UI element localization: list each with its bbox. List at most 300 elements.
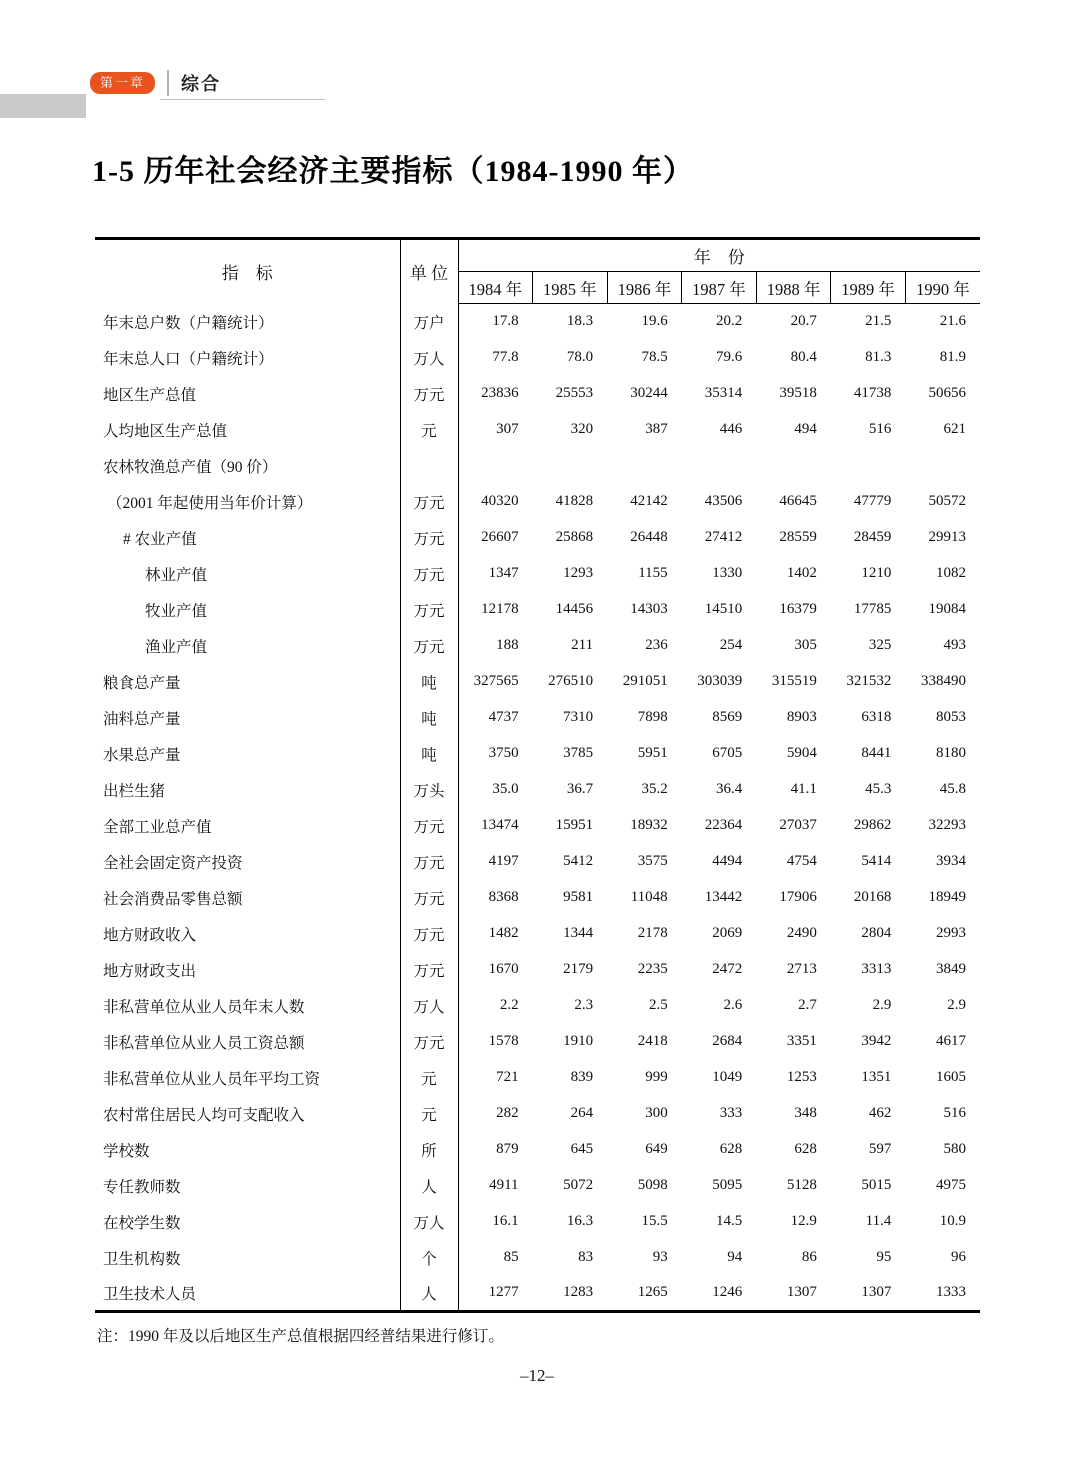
value-cell: 27412 <box>704 529 743 545</box>
table-row <box>95 844 980 880</box>
value-cell: 10.9 <box>939 1213 966 1229</box>
value-cell: 1670 <box>488 961 519 977</box>
table-row <box>95 1168 980 1204</box>
value-cell: 1049 <box>712 1069 743 1085</box>
value-cell: 300 <box>645 1105 668 1121</box>
value-cell: 14.5 <box>716 1213 743 1229</box>
header-unit: 单 位 <box>400 239 458 304</box>
value-cell: 2178 <box>637 925 668 941</box>
value-cell: 78.0 <box>566 349 594 365</box>
value-cell: 1351 <box>861 1069 892 1085</box>
value-cell: 4197 <box>488 853 519 869</box>
value-cell: 2.3 <box>574 997 594 1013</box>
table-wrapper <box>95 237 980 1313</box>
value-cell: 2.6 <box>723 997 743 1013</box>
unit-cell: 万元 <box>400 880 458 916</box>
value-cell: 40320 <box>481 493 519 509</box>
value-cell: 36.4 <box>716 781 743 797</box>
unit-cell <box>400 448 458 484</box>
value-cell: 2179 <box>563 961 594 977</box>
value-cell: 4494 <box>712 853 743 869</box>
value-cell: 254 <box>719 637 743 653</box>
table-row <box>95 1132 980 1168</box>
indicator-cell: 学校数 <box>95 1132 400 1168</box>
value-cell: 16379 <box>779 601 817 617</box>
value-cell: 5072 <box>563 1177 594 1193</box>
unit-cell: 吨 <box>400 700 458 736</box>
value-cell: 1333 <box>936 1284 966 1301</box>
value-cell: 2235 <box>637 961 668 977</box>
value-cell: 628 <box>719 1141 743 1157</box>
indicator-cell: 全社会固定资产投资 <box>95 844 400 880</box>
value-cell: 50572 <box>928 493 966 509</box>
value-cell: 13474 <box>481 817 519 833</box>
value-cell: 43506 <box>704 493 743 509</box>
unit-cell: 万元 <box>400 844 458 880</box>
unit-cell: 万元 <box>400 952 458 988</box>
value-cell: 28559 <box>779 529 817 545</box>
value-cell: 32293 <box>928 817 966 833</box>
value-cell: 5095 <box>712 1177 743 1193</box>
value-cell: 1910 <box>563 1033 594 1049</box>
value-cell: 1246 <box>712 1284 743 1301</box>
indicator-cell: 年末总人口（户籍统计） <box>95 340 400 376</box>
value-cell: 85 <box>503 1249 519 1265</box>
value-cell: 26448 <box>630 529 668 545</box>
chapter-badge: 第一章 <box>90 72 155 94</box>
value-cell: 516 <box>868 421 892 437</box>
indicator-cell: 非私营单位从业人员工资总额 <box>95 1024 400 1060</box>
value-cell: 4911 <box>489 1177 519 1193</box>
unit-cell: 人 <box>400 1168 458 1204</box>
value-cell: 8053 <box>936 709 966 725</box>
value-cell: 45.8 <box>939 781 966 797</box>
table-row <box>95 484 980 520</box>
indicator-cell: 林业产值 <box>95 556 400 592</box>
value-cell: 8180 <box>936 745 966 761</box>
value-cell <box>533 448 608 484</box>
table-header <box>95 239 980 304</box>
table-body <box>95 304 980 1312</box>
value-cell: 18932 <box>630 817 668 833</box>
value-cell: 462 <box>868 1105 892 1121</box>
value-cell: 8441 <box>861 745 892 761</box>
value-cell: 86 <box>801 1249 817 1265</box>
value-cell: 12178 <box>481 601 519 617</box>
value-cell: 5414 <box>861 853 892 869</box>
unit-cell: 万元 <box>400 484 458 520</box>
value-cell: 2.7 <box>798 997 817 1013</box>
value-cell: 11048 <box>630 889 668 905</box>
value-cell: 1330 <box>712 565 743 581</box>
value-cell: 4737 <box>488 709 519 725</box>
indicator-cell: 出栏生猪 <box>95 772 400 808</box>
table-row <box>95 628 980 664</box>
indicator-cell: 非私营单位从业人员年平均工资 <box>95 1060 400 1096</box>
table-row <box>95 700 980 736</box>
value-cell: 9581 <box>563 889 594 905</box>
indicator-cell: 卫生机构数 <box>95 1240 400 1276</box>
value-cell: 2490 <box>786 925 817 941</box>
value-cell: 7898 <box>637 709 668 725</box>
value-cell: 839 <box>570 1069 594 1085</box>
value-cell: 29913 <box>928 529 966 545</box>
page-number: –12– <box>520 1366 554 1385</box>
value-cell: 1578 <box>488 1033 519 1049</box>
value-cell: 13442 <box>704 889 743 905</box>
value-cell <box>831 448 906 484</box>
indicator-cell: 渔业产值 <box>95 628 400 664</box>
value-cell: 14303 <box>630 601 668 617</box>
unit-cell: 万人 <box>400 340 458 376</box>
value-cell: 50656 <box>928 385 966 401</box>
value-cell: 41828 <box>555 493 594 509</box>
unit-cell: 万头 <box>400 772 458 808</box>
value-cell: 17906 <box>779 889 817 905</box>
value-cell: 1344 <box>563 925 594 941</box>
value-cell: 338490 <box>921 673 966 689</box>
value-cell: 3934 <box>936 853 966 869</box>
unit-cell: 吨 <box>400 664 458 700</box>
value-cell: 1293 <box>563 565 594 581</box>
table-row <box>95 1096 980 1132</box>
value-cell: 1155 <box>638 565 668 581</box>
header-year-1986: 1986 年 <box>607 272 682 304</box>
value-cell: 5951 <box>637 745 668 761</box>
unit-cell: 万元 <box>400 592 458 628</box>
table-row <box>95 988 980 1024</box>
value-cell: 188 <box>496 637 519 653</box>
value-cell: 1307 <box>786 1284 817 1301</box>
value-cell: 5098 <box>637 1177 668 1193</box>
unit-cell: 万人 <box>400 1204 458 1240</box>
indicator-cell: 在校学生数 <box>95 1204 400 1240</box>
value-cell: 21.6 <box>939 313 966 330</box>
value-cell: 305 <box>794 637 817 653</box>
table-row <box>95 736 980 772</box>
value-cell: 211 <box>571 637 594 653</box>
value-cell: 19.6 <box>641 313 668 330</box>
table-row <box>95 376 980 412</box>
indicator-cell: 全部工业总产值 <box>95 808 400 844</box>
value-cell: 96 <box>951 1249 966 1265</box>
header-year-1988: 1988 年 <box>756 272 831 304</box>
value-cell: 41738 <box>853 385 892 401</box>
value-cell: 78.5 <box>641 349 668 365</box>
unit-cell: 万元 <box>400 628 458 664</box>
value-cell: 5412 <box>563 853 594 869</box>
value-cell: 41.1 <box>790 781 817 797</box>
value-cell: 3849 <box>936 961 966 977</box>
value-cell: 493 <box>943 637 966 653</box>
indicator-cell: 地区生产总值 <box>95 376 400 412</box>
value-cell: 22364 <box>704 817 743 833</box>
indicator-cell: 农村常住居民人均可支配收入 <box>95 1096 400 1132</box>
value-cell: 1210 <box>861 565 892 581</box>
unit-cell: 个 <box>400 1240 458 1276</box>
value-cell: 18.3 <box>566 313 594 330</box>
value-cell: 1253 <box>786 1069 817 1085</box>
value-cell: 17.8 <box>492 313 519 330</box>
value-cell: 26607 <box>481 529 519 545</box>
value-cell: 5904 <box>786 745 817 761</box>
chapter-title: 综合 <box>167 70 221 96</box>
value-cell: 2.2 <box>499 997 519 1013</box>
unit-cell: 元 <box>400 412 458 448</box>
header-year-1990: 1990 年 <box>905 272 980 304</box>
table-row <box>95 772 980 808</box>
indicator-cell: 专任教师数 <box>95 1168 400 1204</box>
value-cell: 2.9 <box>947 997 966 1013</box>
unit-cell: 万人 <box>400 988 458 1024</box>
value-cell: 282 <box>496 1105 519 1121</box>
value-cell: 999 <box>645 1069 668 1085</box>
value-cell: 15951 <box>555 817 594 833</box>
value-cell: 1482 <box>488 925 519 941</box>
value-cell: 236 <box>645 637 668 653</box>
value-cell: 46645 <box>779 493 817 509</box>
value-cell: 4617 <box>936 1033 966 1049</box>
indicator-cell: 牧业产值 <box>95 592 400 628</box>
value-cell: 3313 <box>861 961 892 977</box>
unit-cell: 吨 <box>400 736 458 772</box>
indicators-table <box>95 237 980 1313</box>
value-cell: 276510 <box>548 673 594 689</box>
value-cell: 291051 <box>622 673 668 689</box>
value-cell: 93 <box>652 1249 668 1265</box>
value-cell: 2804 <box>861 925 892 941</box>
page-edge-strip <box>0 94 86 118</box>
value-cell: 5015 <box>861 1177 892 1193</box>
value-cell: 5128 <box>786 1177 817 1193</box>
unit-cell: 万元 <box>400 1024 458 1060</box>
value-cell: 303039 <box>697 673 743 689</box>
value-cell: 47779 <box>853 493 892 509</box>
value-cell: 39518 <box>779 385 817 401</box>
value-cell: 8569 <box>712 709 743 725</box>
value-cell <box>905 448 980 484</box>
value-cell: 1283 <box>563 1284 594 1301</box>
value-cell: 28459 <box>853 529 892 545</box>
table-row <box>95 880 980 916</box>
value-cell: 15.5 <box>641 1213 668 1229</box>
value-cell: 45.3 <box>865 781 892 797</box>
table-row <box>95 808 980 844</box>
value-cell: 42142 <box>630 493 668 509</box>
table-row <box>95 412 980 448</box>
header-indicator: 指 标 <box>95 239 400 304</box>
indicator-cell: 非私营单位从业人员年末人数 <box>95 988 400 1024</box>
value-cell: 494 <box>794 421 817 437</box>
value-cell: 30244 <box>630 385 668 401</box>
value-cell: 1265 <box>637 1284 668 1301</box>
page-title: 1-5 历年社会经济主要指标（1984-1990 年） <box>92 155 694 188</box>
indicator-cell: 地方财政收入 <box>95 916 400 952</box>
value-cell: 325 <box>868 637 892 653</box>
table-row <box>95 556 980 592</box>
value-cell <box>682 448 757 484</box>
value-cell: 17785 <box>853 601 892 617</box>
value-cell: 321532 <box>846 673 892 689</box>
value-cell: 95 <box>876 1249 892 1265</box>
value-cell: 348 <box>794 1105 817 1121</box>
value-cell <box>756 448 831 484</box>
value-cell: 21.5 <box>865 313 892 330</box>
value-cell <box>458 448 533 484</box>
value-cell: 8903 <box>786 709 817 725</box>
value-cell: 20.7 <box>790 313 817 330</box>
value-cell: 35.2 <box>641 781 668 797</box>
value-cell: 35314 <box>704 385 743 401</box>
value-cell: 315519 <box>771 673 817 689</box>
value-cell: 446 <box>719 421 743 437</box>
value-cell: 2069 <box>712 925 743 941</box>
value-cell: 645 <box>570 1141 594 1157</box>
table-row <box>95 592 980 628</box>
value-cell: 4754 <box>786 853 817 869</box>
value-cell: 36.7 <box>566 781 594 797</box>
value-cell: 11.4 <box>865 1213 892 1229</box>
unit-cell: 万元 <box>400 556 458 592</box>
value-cell: 649 <box>645 1141 668 1157</box>
indicator-cell: （2001 年起使用当年价计算） <box>95 484 400 520</box>
unit-cell: 人 <box>400 1276 458 1312</box>
header-rule <box>160 99 325 100</box>
table-row <box>95 1204 980 1240</box>
value-cell: 597 <box>868 1141 892 1157</box>
value-cell: 387 <box>645 421 668 437</box>
value-cell: 1605 <box>936 1069 966 1085</box>
value-cell: 721 <box>496 1069 519 1085</box>
value-cell: 27037 <box>779 817 817 833</box>
value-cell: 2684 <box>712 1033 743 1049</box>
value-cell: 2993 <box>936 925 966 941</box>
value-cell: 327565 <box>473 673 519 689</box>
indicator-cell: 地方财政支出 <box>95 952 400 988</box>
value-cell <box>607 448 682 484</box>
value-cell: 2.9 <box>872 997 892 1013</box>
unit-cell: 万元 <box>400 916 458 952</box>
value-cell: 1082 <box>936 565 966 581</box>
unit-cell: 万元 <box>400 520 458 556</box>
table-row <box>95 340 980 376</box>
table-row <box>95 664 980 700</box>
indicator-cell: 年末总户数（户籍统计） <box>95 304 400 340</box>
indicator-cell: 粮食总产量 <box>95 664 400 700</box>
value-cell: 14456 <box>555 601 594 617</box>
value-cell: 628 <box>794 1141 817 1157</box>
header-year-1989: 1989 年 <box>831 272 906 304</box>
value-cell: 7310 <box>563 709 594 725</box>
value-cell: 77.8 <box>492 349 519 365</box>
value-cell: 6705 <box>712 745 743 761</box>
value-cell: 29862 <box>853 817 892 833</box>
table-row <box>95 1060 980 1096</box>
table-row <box>95 520 980 556</box>
value-cell: 1307 <box>861 1284 892 1301</box>
value-cell: 20.2 <box>716 313 743 330</box>
value-cell: 2713 <box>786 961 817 977</box>
footnote: 注：1990 年及以后地区生产总值根据四经普结果进行修订。 <box>97 1328 504 1345</box>
table-row <box>95 916 980 952</box>
value-cell: 18949 <box>928 889 966 905</box>
value-cell: 320 <box>570 421 594 437</box>
header-year-1984: 1984 年 <box>458 272 533 304</box>
value-cell: 3750 <box>488 745 519 761</box>
value-cell: 2418 <box>637 1033 668 1049</box>
table-row <box>95 304 980 340</box>
indicator-cell: 农林牧渔总产值（90 价） <box>95 448 400 484</box>
value-cell: 2472 <box>712 961 743 977</box>
indicator-cell: 卫生技术人员 <box>95 1276 400 1312</box>
value-cell: 516 <box>943 1105 966 1121</box>
table-row <box>95 1024 980 1060</box>
value-cell: 12.9 <box>790 1213 817 1229</box>
table-row <box>95 1240 980 1276</box>
table-row <box>95 448 980 484</box>
value-cell: 333 <box>719 1105 743 1121</box>
value-cell: 1347 <box>488 565 519 581</box>
value-cell: 3942 <box>861 1033 892 1049</box>
indicator-cell: 社会消费品零售总额 <box>95 880 400 916</box>
value-cell: 81.3 <box>865 349 892 365</box>
value-cell: 80.4 <box>790 349 817 365</box>
value-cell: 20168 <box>853 889 892 905</box>
value-cell: 94 <box>727 1249 743 1265</box>
value-cell: 19084 <box>928 601 966 617</box>
unit-cell: 万户 <box>400 304 458 340</box>
value-cell: 35.0 <box>492 781 519 797</box>
value-cell: 14510 <box>704 601 743 617</box>
value-cell: 25868 <box>555 529 594 545</box>
value-cell: 264 <box>570 1105 594 1121</box>
value-cell: 3575 <box>637 853 668 869</box>
value-cell: 23836 <box>481 385 519 401</box>
indicator-cell: 油料总产量 <box>95 700 400 736</box>
value-cell: 3351 <box>786 1033 817 1049</box>
indicator-cell: # 农业产值 <box>95 520 400 556</box>
value-cell: 25553 <box>555 385 594 401</box>
chapter-header <box>90 70 221 96</box>
unit-cell: 所 <box>400 1132 458 1168</box>
value-cell: 3785 <box>563 745 594 761</box>
value-cell: 81.9 <box>939 349 966 365</box>
value-cell: 2.5 <box>648 997 668 1013</box>
value-cell: 1277 <box>488 1284 519 1301</box>
value-cell: 621 <box>943 421 966 437</box>
table-row <box>95 952 980 988</box>
indicator-cell: 人均地区生产总值 <box>95 412 400 448</box>
value-cell: 16.1 <box>492 1213 519 1229</box>
value-cell: 8368 <box>488 889 519 905</box>
unit-cell: 元 <box>400 1060 458 1096</box>
unit-cell: 万元 <box>400 808 458 844</box>
unit-cell: 元 <box>400 1096 458 1132</box>
value-cell: 79.6 <box>716 349 743 365</box>
indicator-cell: 水果总产量 <box>95 736 400 772</box>
value-cell: 6318 <box>861 709 892 725</box>
value-cell: 307 <box>496 421 519 437</box>
header-year-1987: 1987 年 <box>682 272 757 304</box>
unit-cell: 万元 <box>400 376 458 412</box>
value-cell: 4975 <box>936 1177 966 1193</box>
value-cell: 83 <box>578 1249 594 1265</box>
header-year-1985: 1985 年 <box>533 272 608 304</box>
value-cell: 580 <box>943 1141 966 1157</box>
table-row <box>95 1276 980 1312</box>
header-year-group: 年 份 <box>458 239 980 272</box>
value-cell: 1402 <box>786 565 817 581</box>
